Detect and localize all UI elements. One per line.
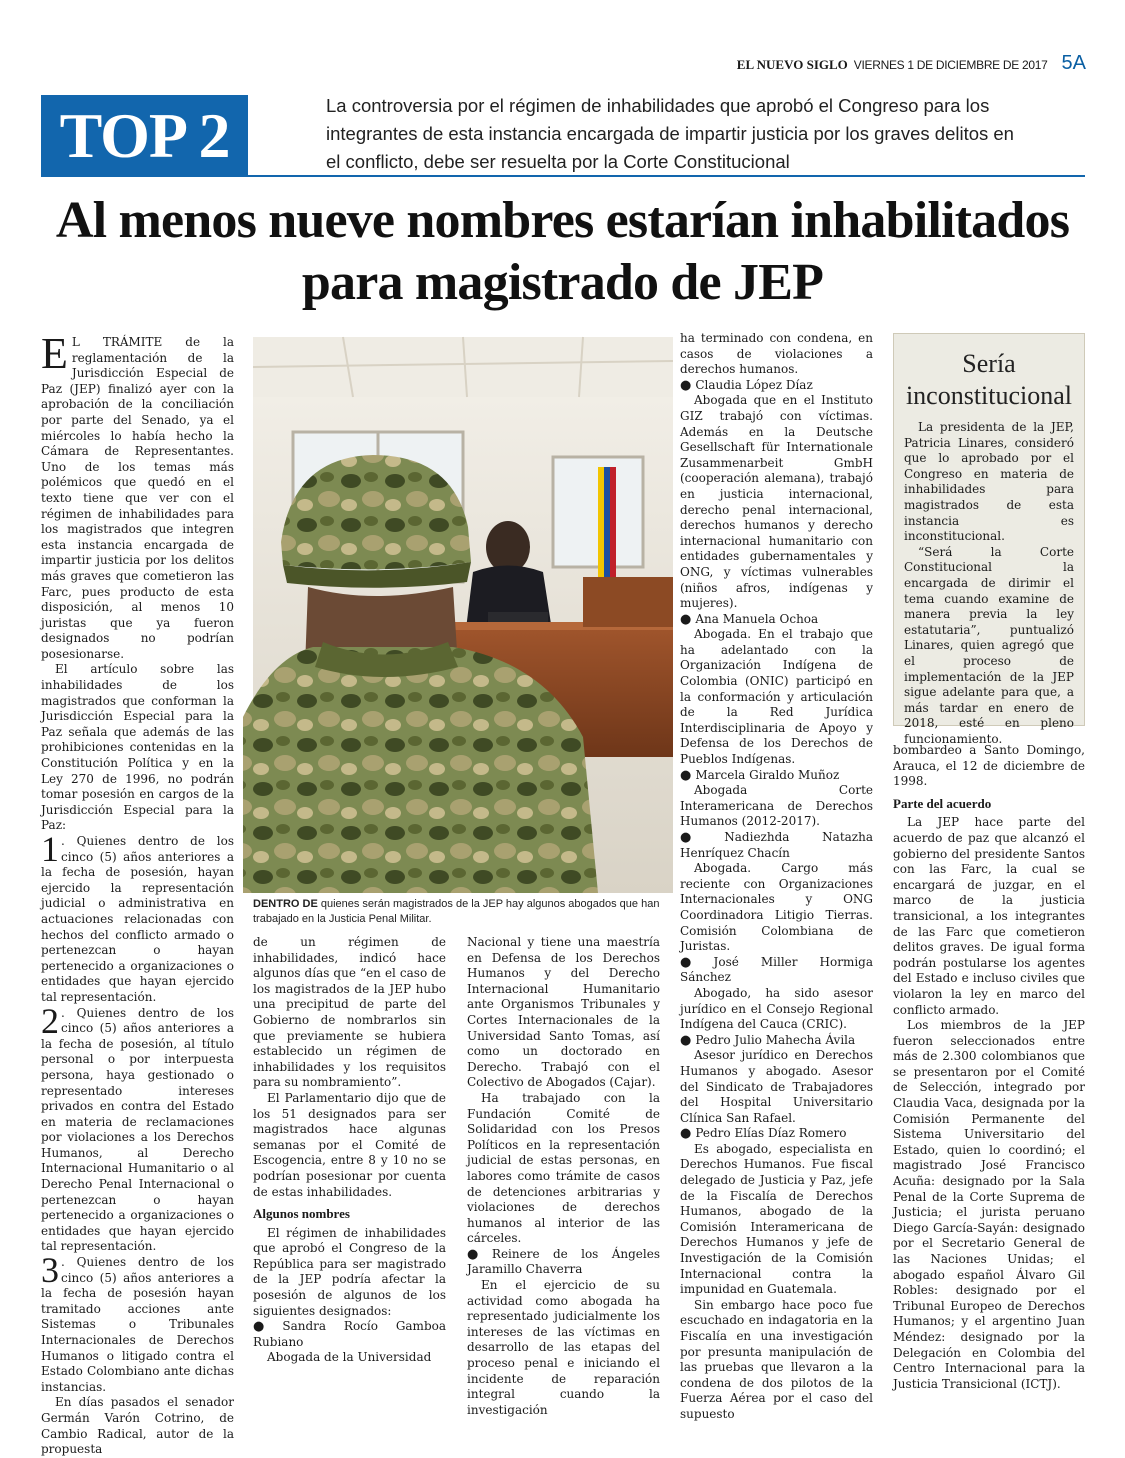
sidebar-body xyxy=(904,420,1074,747)
article-paragraph: Abogada que en el Instituto GIZ trabajó con víctimas. Además en la Deutsche Gesellschaft für Internationale Zusammenarbeit GmbH (cooperación alemana), trabajó en justicia internacional, derecho penal internacional, derechos humanos y derecho internacional humanitario con entidades gubernamentales y ONG, y víctimas vulnerables (niños afros, indígenas y mujeres). xyxy=(680,393,873,611)
issue-date: VIERNES 1 DE DICIEMBRE DE 2017 xyxy=(853,58,1048,72)
article-paragraph: La JEP hace parte del acuerdo de paz que alcanzó el gobierno del presidente Santos con las Farc, la cual se encargará de juzgar, en el marco de la justicia transicional, a los integrantes de las Farc que cometieron delitos graves. De igual forma podrán postularse los agentes del Estado e incluso civiles que violaron la ley en marco del conflicto armado. xyxy=(893,815,1085,1017)
article-paragraph: Sin embargo hace poco fue escuchado en indagatoria en la Fiscalía en una investigación por presunta manipulación de las pruebas que llevaron a la condena de dos pilotos de la Fuerza Aérea por el caso del supuesto xyxy=(680,1297,873,1421)
subhead: Algunos nombres xyxy=(253,1206,350,1222)
column-2 xyxy=(253,935,446,1366)
column-1 xyxy=(41,329,234,1458)
section-badge: TOP 2 xyxy=(41,95,248,177)
header-rule xyxy=(41,175,1085,177)
column-5 xyxy=(893,743,1085,1392)
article-paragraph: Abogada Corte Interamericana de Derechos Humanos (2012-2017). xyxy=(680,783,873,829)
lead-paragraph: E L TRÁMITE de la reglamentación de la Jurisdicción Especial de Paz (JEP) finalizó ayer con la aprobación de la conciliación por parte del Senado, ya el miércoles lo había hecho la Cámara de Representantes. Uno de los temas más polémicos que quedó en el texto tiene que ver con el régimen de inhabilidades para los magistrados que integren esta instancia encargada de impartir justicia por los delitos más graves que cometieron las Farc, pues producto de esta disposición, al menos 10 juristas que ya fueron designados no podrían posesionarse. xyxy=(41,329,234,661)
article-paragraph: de un régimen de inhabilidades, indicó hace algunos días que “en el caso de los magistrados de la JEP hubo una precipitud de parte del Gobierno de nombrarlos sin que previamente se hubiera establecido un régimen de inhabilidades y los requisitos para su nombramiento”. xyxy=(253,935,446,1090)
article-paragraph: Es abogado, especialista en Derechos Humanos. Fue fiscal delegado de Justicia y Paz, jefe de la Fiscalía de Derechos Humanos, abogado de la Comisión Interamericana de Derechos Humanos y jefe de Investigación de la Comisión Internacional contra la impunidad en Guatemala. xyxy=(680,1141,873,1297)
page-number: 5A xyxy=(1061,52,1086,74)
article-paragraph: Abogada. En el trabajo que ha adelantado con la Organización Indígena de Colombia (ONIC) participó en la conformación y articulación de la Red Jurídica Interdisciplinaria de Apoyo y Defensa de los Derechos de Pueblos Indígenas. xyxy=(680,627,873,767)
designee-name: ● Pedro Elías Díaz Romero xyxy=(680,1126,873,1142)
designee-name: ● Marcela Giraldo Muñoz xyxy=(680,768,873,784)
designee-name: ● Nadiezhda Natazha Henríquez Chacín xyxy=(680,830,873,861)
article-paragraph: El Parlamentario dijo que de los 51 designados para ser magistrados hace algunas semanas por el Comité de Escogencia, entre 8 y 10 no se podrían posesionar por cuenta de estas inhabilidades. xyxy=(253,1090,446,1199)
designee-name: ● Sandra Rocío Gamboa Rubiano xyxy=(253,1319,446,1350)
article-paragraph: En días pasados el senador Germán Varón Cotrino, de Cambio Radical, autor de la propuesta xyxy=(41,1395,234,1457)
deck-summary: La controversia por el régimen de inhabilidades que aprobó el Congreso para los integrantes de esta instancia encargada de impartir justicia por los graves delitos en el conflicto, debe ser resuelta por la Corte Constitucional xyxy=(326,95,1014,172)
sidebar-box xyxy=(893,333,1085,746)
article-paragraph: Nacional y tiene una maestría en Defensa de los Derechos Humanos y del Derecho Internacional Humanitario ante Organismos Tribunales y Cortes Internacionales de la Universidad Santo Tomas, así como un doctorado en Derecho. Trabajó con el Colectivo de Abogados (Cajar). xyxy=(467,935,660,1090)
subhead: Parte del acuerdo xyxy=(893,795,992,811)
article-paragraph: Abogada. Cargo más reciente con Organizaciones Internacionales y ONG Coordinadora Litigio Tierras. Comisión Colombiana de Juristas. xyxy=(680,861,873,954)
designee-name: ● Claudia López Díaz xyxy=(680,378,873,394)
numbered-item-3: 3 . Quienes dentro de los cinco (5) años anteriores a la fecha de posesión hayan tramitado acciones ante Sistemas o Tribunales Internacionales de Derechos Humanos o litigado contra el Estado Colombiano ante dichas instancias. xyxy=(41,1250,234,1394)
designee-name: ● José Miller Hormiga Sánchez xyxy=(680,955,873,986)
column-4 xyxy=(680,331,873,1423)
article-paragraph: En el ejercicio de su actividad como abogada ha representado judicialmente los intereses de las víctimas en desarrollo de las etapas del proceso penal e iniciando el incidente de reparación integral cuando la investigación xyxy=(467,1278,660,1417)
soldier-courtroom-photo xyxy=(253,337,673,893)
article-paragraph: ha terminado con condena, en casos de violaciones a derechos humanos. xyxy=(680,331,873,377)
article-paragraph: Asesor jurídico en Derechos Humanos y abogado. Asesor del Sindicato de Trabajadores del Hospital Universitario Clínica San Rafael. xyxy=(680,1048,873,1125)
article-paragraph: Abogada de la Universidad xyxy=(267,1350,432,1365)
article-paragraph: El régimen de inhabilidades que aprobó el Congreso de la República para ser magistrado de la JEP podría afectar la posesión de algunos de los siguientes designados: xyxy=(253,1225,446,1318)
article-paragraph: Ha trabajado con la Fundación Comité de Solidaridad con los Presos Políticos en la representación judicial de estas personas, en labores como trámite de casos de detenciones arbitrarias y violaciones de derechos humanos al interior de las cárceles. xyxy=(467,1090,660,1246)
article-paragraph: bombardeo a Santo Domingo, Arauca, el 12 de diciembre de 1998. xyxy=(893,743,1085,789)
designee-name: ● Ana Manuela Ochoa xyxy=(680,612,873,628)
sidebar-paragraph: La presidenta de la JEP, Patricia Linares, consideró que lo aprobado por el Congreso en materia de inhabilidades para magistrados de esta instancia es inconstitucional. xyxy=(904,420,1074,544)
sidebar-title: Sería inconstitucional xyxy=(905,349,1073,410)
article-photo xyxy=(253,337,673,893)
masthead xyxy=(700,52,1086,76)
drop-cap: E xyxy=(41,329,68,378)
headline: Al menos nueve nombres estarían inhabilitados para magistrado de JEP xyxy=(55,192,1070,311)
designee-name: ● Reinere de los Ángeles Jaramillo Chaverra xyxy=(467,1247,660,1278)
designee-name: ● Pedro Julio Mahecha Ávila xyxy=(680,1033,873,1049)
sidebar-paragraph: “Será la Corte Constitucional la encargada de dirimir el tema cuando examine de manera previa la ley estatutaria”, puntualizó Linares, quien agregó que el proceso de implementación de la JEP sigue adelante para que, a más tardar en enero de 2018, esté en pleno funcionamiento. xyxy=(904,544,1074,746)
numbered-item-2: 2 . Quienes dentro de los cinco (5) años anteriores a la fecha de posesión, al título personal o por interpuesta persona, haya gestionado o representado intereses privados en contra del Estado en materia de reclamaciones por violaciones a los Derechos Humanos, al Derecho Internacional Humanitario o al Derecho Penal Internacional o pertenezcan o hayan pertenecido a organizaciones o entidades que hayan ejercido tal representación. xyxy=(41,1000,234,1254)
column-3 xyxy=(467,935,660,1418)
newspaper-name: EL NUEVO SIGLO xyxy=(736,57,848,72)
numbered-item-1: 1 . Quienes dentro de los cinco (5) años anteriores a la fecha de posesión, hayan ejercido la representación judicial o administrativa en actuaciones relacionadas con hechos del conflicto armado o pertenezcan o hayan pertenecido a organizaciones o entidades que hayan ejercido tal representación. xyxy=(41,829,234,1004)
article-paragraph: El artículo sobre las inhabilidades de los magistrados que conforman la Jurisdicción Especial para la Paz señala que además de las prohibiciones contenidas en la Constitución Política y en la Ley 270 de 1996, no podrán tomar posesión en cargos de la Jurisdicción Especial para la Paz: xyxy=(41,662,234,833)
article-paragraph: Los miembros de la JEP fueron seleccionados entre más de 2.300 colombianos que se presentaron por el Comité de Selección, integrado por Claudia Vaca, designada por la Comisión Permanente del Sistema Universitario del Estado, quien lo coordinó; el magistrado José Francisco Acuña: designado por la Sala Penal de la Corte Suprema de Justicia; el jurista peruano Diego García-Sayán: designado por el Secretario General de las Naciones Unidas; el abogado español Álvaro Gil Robles: designado por el Tribunal Europeo de Derechos Humanos; y el argentino Juan Méndez: designado por la Delegación en Colombia del Centro Internacional para la Justicia Transicional (ICTJ). xyxy=(893,1018,1085,1391)
article-paragraph: Abogado, ha sido asesor jurídico en el Consejo Regional Indígena del Cauca (CRIC). xyxy=(680,985,873,1032)
photo-caption: DENTRO DE quienes serán magistrados de la JEP hay algunos abogados que han trabajado en la Justicia Penal Militar. xyxy=(253,898,660,925)
